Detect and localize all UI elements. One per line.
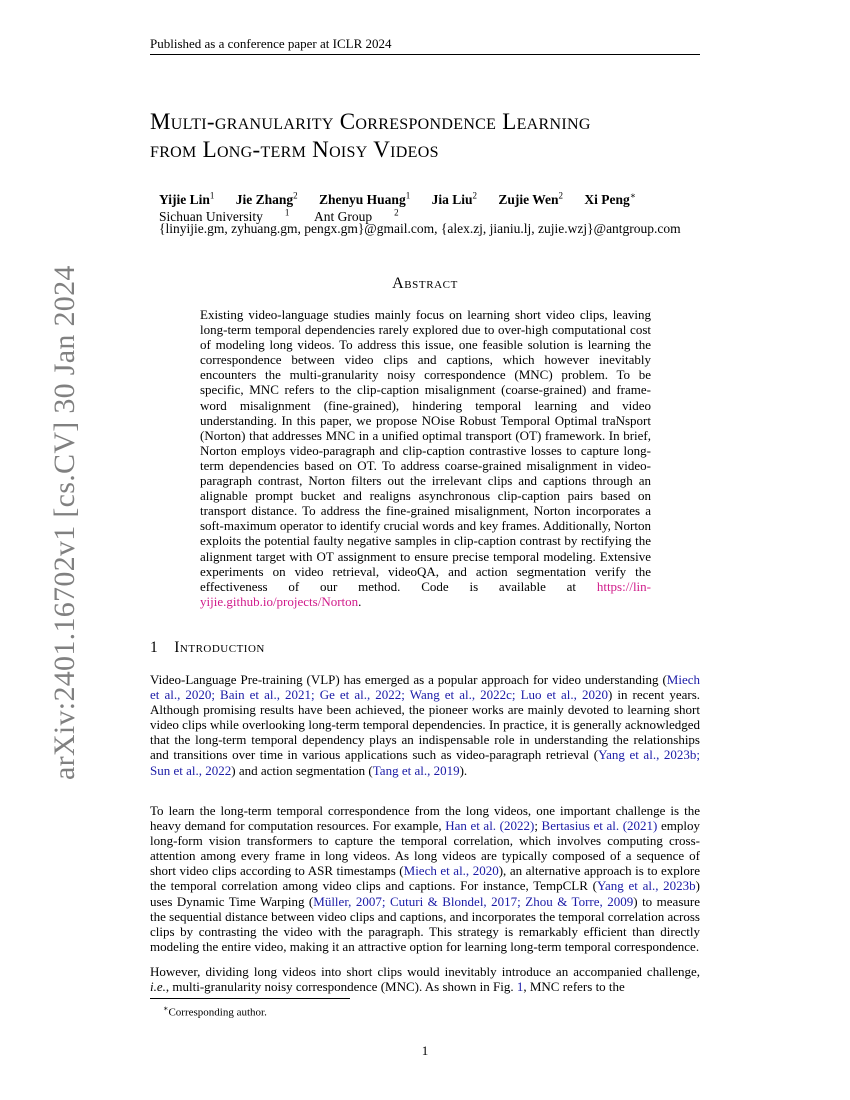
abstract-heading: Abstract (392, 275, 458, 292)
paper-title (150, 108, 730, 164)
affiliation: Sichuan University $^1$ (159, 207, 290, 224)
code-link[interactable]: https://lin-yijie.github.io/projects/Norton (200, 578, 651, 609)
running-header: Published as a conference paper at ICLR 2024 (150, 36, 700, 55)
footnote-divider (150, 998, 350, 999)
title-line-2: from Long-term Noisy Videos (150, 137, 439, 162)
citation-link[interactable]: Miech et al., 2020; Bain et al., 2021; Ge et al., 2022; Wang et al., 2022c; Luo et al., 2020 (150, 672, 700, 703)
arxiv-identifier: arXiv:2401.16702v1 [cs.CV] 30 Jan 2024 (48, 265, 81, 780)
page-number: 1 (421, 1043, 429, 1058)
author-emails: {linyijie.gm, zyhuang.gm, pengx.gm}@gmail.com, {alex.zj, jianiu.lj, zujie.wzj}@antgroup.com (159, 221, 681, 236)
citation-link[interactable]: Müller, 2007; Cuturi & Blondel, 2017; Zhou & Torre, 2009 (313, 893, 634, 909)
citation-link[interactable]: Tang et al., 2019 (372, 762, 460, 778)
affiliation: Ant Group $^2$ (314, 207, 399, 224)
author: Xi Peng∗ (584, 190, 636, 207)
abstract-body: Existing video-language studies mainly focus on learning short video clips, leaving long-term temporal dependencies rarely explored due to over-high computational cost of modeling long videos. To address this issue, one feasible solution is learning the correspondence between video clips and captions, which however inevitably encounters the multi-granularity noisy correspondence (MNC) problem. To be specific, MNC refers to the clip-caption misalignment (coarse-grained) and frame-word misalignment (fine-grained), hindering temporal learning and video understanding. In this paper, we propose NOise Robust Temporal Optimal traNsport (Norton) that addresses MNC in a unified optimal transport (OT) framework. In brief, Norton employs video-paragraph and clip-caption contrastive losses to capture long-term dependencies based on OT. To address coarse-grained misalignment in video-paragraph contrast, Norton filters out the irrelevant clips and captions through an alignable prompt bucket and realigns asynchronous clip-caption pairs based on transport distance. To address the fine-grained misalignment, Norton incorporates a soft-maximum operator to identify crucial words and key frames. Additionally, Norton exploits the potential faulty negative samples in clip-caption contrast by rectifying the alignment target with OT assignment to ensure precise temporal modeling. Extensive experiments on video retrieval, videoQA, and action segmentation verify the effectiveness of our method. Code is available at https://lin-yijie.github.io/projects/Norton. (200, 307, 651, 609)
author: Jia Liu$^2$ (431, 190, 477, 207)
intro-paragraph-2: To learn the long-term temporal correspondence from the long videos, one important challenge is the heavy demand for computation resources. For example, Han et al. (2022); Bertasius et al. (2021) employ long-form vision transformers to capture the temporal correlation, which involves computing cross-attention among every frame in long videos. As long videos are typically composed of a sequence of short video clips according to ASR timestamps (Miech et al., 2020), an alternative approach is to explore the temporal correlation among video clips and captions. For instance, TempCLR (Yang et al., 2023b) uses Dynamic Time Warping (Müller, 2007; Cuturi & Blondel, 2017; Zhou & Torre, 2009) to measure the sequential distance between video clips and captions, and incorporates the temporal correlation across clips by contrasting the video with the paragraph. This strategy is remarkably efficient than directly modeling the entire video, making it an attractive option for learning long-term temporal correspondence. (150, 803, 701, 954)
citation-link[interactable]: Yang et al., 2023b; Sun et al., 2022 (150, 747, 700, 778)
figure-reference-link[interactable]: 1 (516, 979, 524, 995)
author: Jie Zhang$^2$ (235, 190, 298, 207)
author: Zhenyu Huang$^1$ (319, 190, 411, 207)
footnote: ∗Corresponding author. (163, 1004, 267, 1019)
intro-paragraph-3: However, dividing long videos into short clips would inevitably introduce an accompanied challenge, i.e., multi-granularity noisy correspondence (MNC). As shown in Fig. 1, MNC refers to the (150, 964, 700, 995)
citation-link[interactable]: Bertasius et al. (2021) (541, 818, 658, 834)
author: Yijie Lin$^1$ (159, 190, 215, 207)
citation-link[interactable]: Han et al. (2022) (445, 818, 535, 834)
section-heading: 1 Introduction (150, 639, 265, 656)
citation-link[interactable]: Yang et al., 2023b (596, 878, 696, 894)
title-line-1: Multi-granularity Correspondence Learning (150, 109, 591, 134)
citation-link[interactable]: Miech et al., 2020 (403, 863, 499, 879)
author: Zujie Wen$^2$ (498, 190, 563, 207)
intro-paragraph-1: Video-Language Pre-training (VLP) has emerged as a popular approach for video understanding (Miech et al., 2020; Bain et al., 2021; Ge et al., 2022; Wang et al., 2022c; Luo et al., 2020) in recent years. Although promising results have been achieved, the pioneer works are mainly devoted to learning short video clips while overlooking long-term temporal dependencies. In practice, it is generally acknowledged that the long-term temporal dependency plays an indispensable role in understanding the relationships and transitions over time in various applications such as video-paragraph retrieval (Yang et al., 2023b; Sun et al., 2022) and action segmentation (Tang et al., 2019). (150, 672, 701, 778)
